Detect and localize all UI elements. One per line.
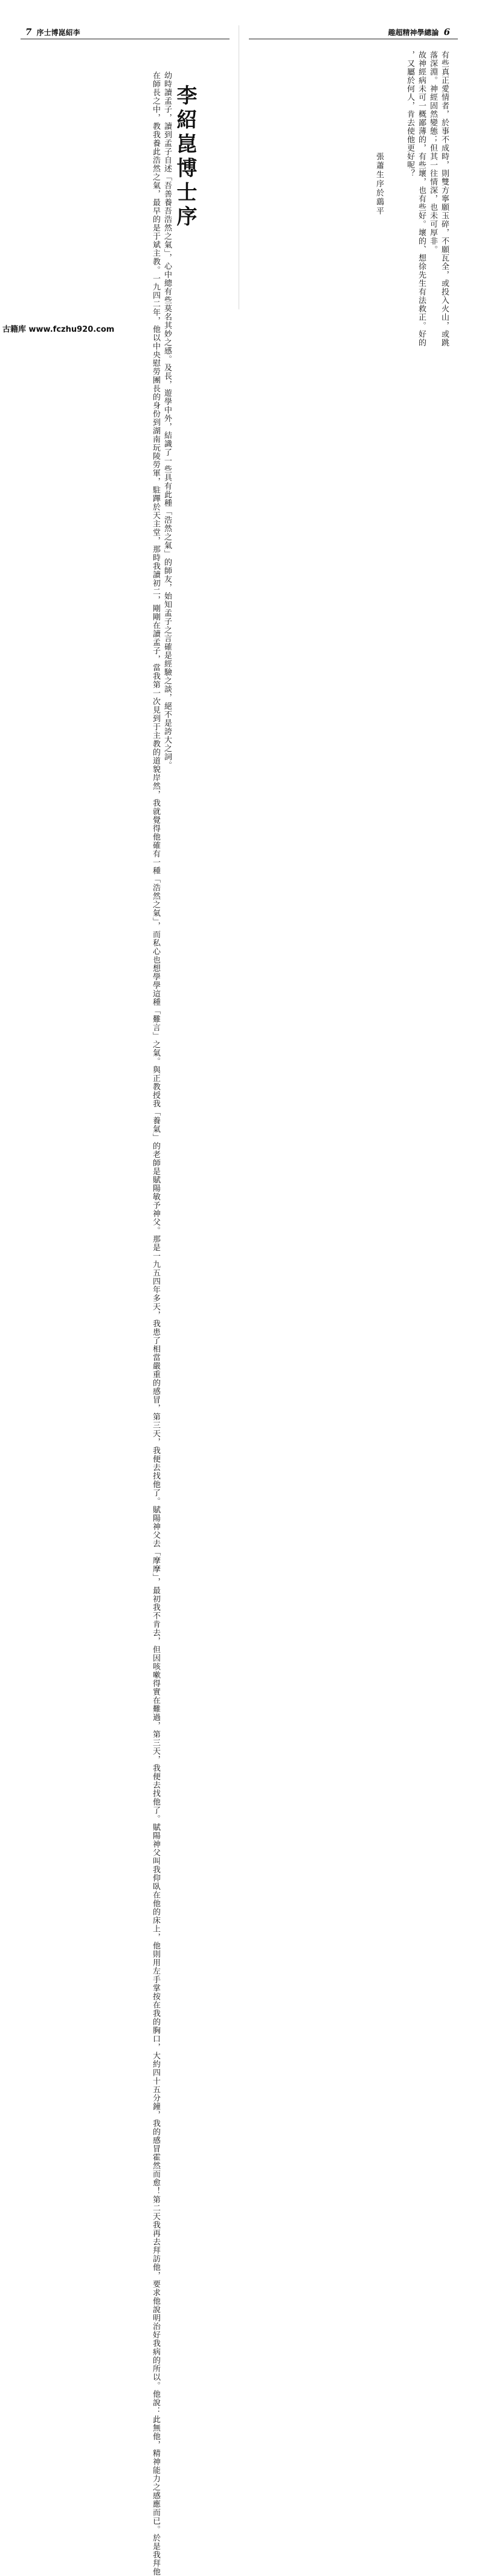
right-page-number: 6 [443,27,450,37]
right-body-line: 落深淵。神經固然變態；但其一往情深，也未可厚非。 [428,51,437,254]
preface-signature: 張蕭生序於鷂平 [375,152,384,216]
right-body-line: ，又屬於何人，肯去使他更好呢？ [405,51,414,178]
left-body-paragraph: 在師長之中，教我養此浩然之氣，最早的是于斌主教。一九四二年，他以中央慰勞團長的身份到湖南玩陵勞軍，駐蹕於天主堂，那時我讀初二，剛剛在讀孟子，當我第一次見到于主教的道貌岸然，我就覺得他確有一種「浩然之氣」，而私心也想學學這種「難言」之氣。與正教授我「養氣」的老師是賦陽敏予神父。那是一九五四年多天，我患了相當嚴重的感冒，第三天，我便去找他了。賦陽神父去「摩摩」，最初我不肯去，但因咳嗽得實在難過，第三天，我便去找他了。賦陽神父叫我仰臥在他的床上，他則用左手掌按在我的胸口，大約四十五分鐘，我的感冒霍然而愈！第二天我再去拜訪他，要求他說明治好我病的所以。他說：此無他，精神能力之感應而已。於是我拜他 [151,71,160,2576]
right-page-body [404,51,450,347]
left-body-paragraph: 幼時讀孟子，讀到孟子自述「吾善養吾浩然之氣」，心中總有些莫名其妙之感。及長，遊學中外，結識了一些具有此種「浩然之氣」的師友，始知孟子之言確是經驗之談，絕不是誇大之詞。 [162,71,172,770]
right-page-header [388,27,452,37]
site-watermark: 古籍库 www.fczhu920.com [2,325,115,334]
right-body-line: 故神經病未可一概鄙薄的，有些壞，也有些好。壞的、想徐先生有法救正。好的 [417,51,426,347]
left-page-header [23,27,80,37]
left-running-title: 序士博崑紹李 [36,28,80,37]
right-running-title: 趣超精神學總論 [388,28,439,37]
left-page-number: 7 [25,27,32,37]
right-body-line: 有些真正愛情者，於事不成時，則雙方寧願玉碎，不願瓦全，或投入火山，或跳 [440,51,449,347]
preface-title: 李紹崑博士序 [173,85,197,230]
